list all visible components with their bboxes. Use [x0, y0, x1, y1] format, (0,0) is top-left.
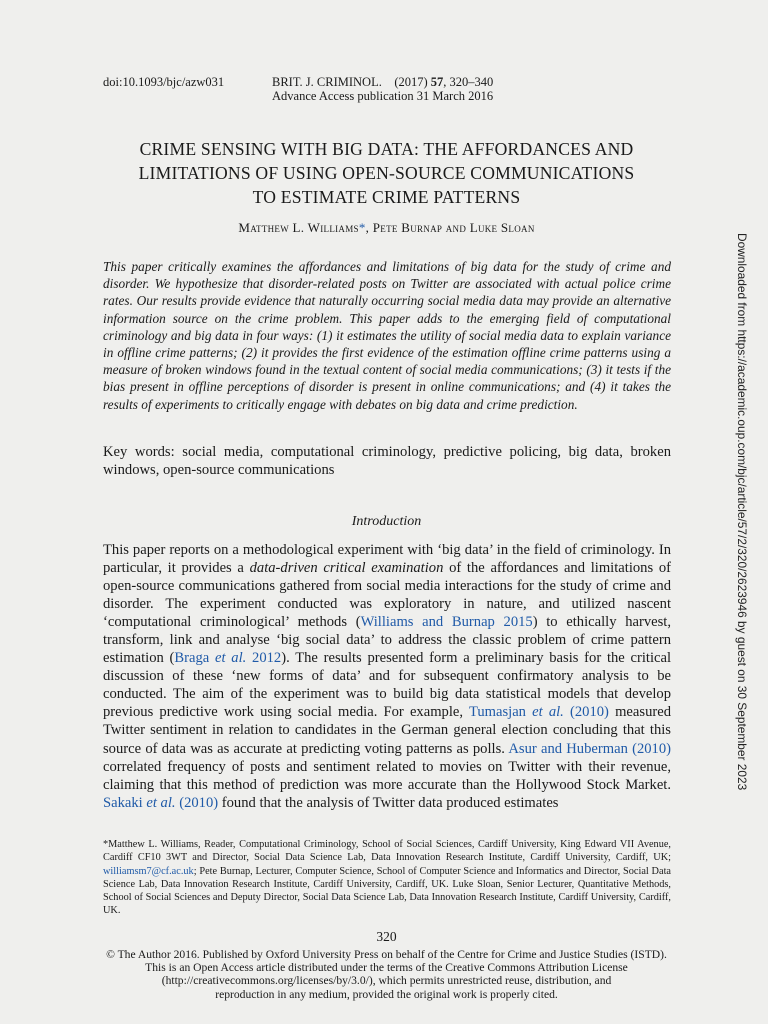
title-line: TO ESTIMATE CRIME PATTERNS: [252, 187, 521, 207]
citation-text: Braga: [174, 650, 215, 667]
citation-link[interactable]: [469, 704, 609, 720]
license-line: © The Author 2016. Published by Oxford University Press on behalf of the Centre for Crime and Justice Studies (ISTD).: [106, 948, 667, 961]
download-watermark-container: [733, 233, 751, 793]
license-notice: [100, 948, 673, 1001]
emphasis: data-driven critical examination: [249, 560, 444, 577]
journal-pages: , 320–340: [443, 75, 494, 89]
citation-link[interactable]: [103, 795, 218, 811]
citation-year: (2010): [563, 704, 609, 721]
text-run: measured Twitter sentiment in relation to candidates in the German general election concluding that this source of data was as accurate at predicting voting patterns as polls.: [103, 704, 671, 757]
text-run: This paper reports on a methodological experiment with ‘big data’ in the field of criminology. In particular, it provides a: [103, 542, 671, 577]
journal-citation: [272, 75, 493, 103]
abstract: This paper critically examines the affordances and limitations of big data for the study of crime and disorder. We hypothesize that disorder-related posts on Twitter are associated with actual police crime rates. Our results provide evidence that naturally occurring social media data may provide an alternative information source on the crime problem. This paper adds to the emerging field of computational criminology and big data in four ways: (1) it estimates the utility of social media data to explain variance in offline crime patterns; (2) it provides the first evidence of the estimation offline crime patterns using a measure of broken windows found in the textual content of social media communications; (3) it tests if the bias present in offline perceptions of disorder is present in online communications; and (4) it takes the results of experiments to critically engage with debates on big data and crime prediction.: [103, 259, 671, 412]
footnote-text: ; Pete Burnap, Lecturer, Computer Science, School of Computer Science and Informatics and Director, Social Data Science Lab, Data Innovation Research Institute, Cardiff University, Cardiff, UK. Luke Sloan, Senior Lecturer, Quantitative Methods, School of Social Sciences and Deputy Director, Social Data Science Lab, Data Innovation Research Institute, Cardiff University, Cardiff, UK.: [103, 865, 671, 917]
article-title: [100, 137, 673, 209]
journal-year: (2017): [394, 75, 428, 89]
author-footnote-link[interactable]: *: [358, 220, 366, 235]
body-paragraph: [103, 541, 671, 812]
page-number: 320: [376, 929, 397, 944]
author-name: Matthew L. Williams: [238, 220, 359, 235]
doi: doi:10.1093/bjc/azw031: [103, 75, 225, 89]
text-run: correlated frequency of posts and sentiment related to movies on Twitter with their revenue, claiming that this method of prediction was more accurate than the Hollywood Stock Market.: [103, 758, 671, 793]
license-line: (http://creativecommons.org/licenses/by/3.0/), which permits unrestricted reuse, distribution, and: [161, 974, 612, 988]
download-watermark: Downloaded from https://academic.oup.com/bjc/article/57/2/320/2623946 by guest on 30 September 2023: [735, 233, 749, 791]
title-line: CRIME SENSING WITH BIG DATA: THE AFFORDANCES AND: [139, 139, 634, 159]
author-footnote: [103, 838, 671, 918]
citation-etal: et al.: [146, 794, 176, 811]
keywords: Key words: social media, computational criminology, predictive policing, big data, broken windows, open-source communications: [103, 444, 671, 478]
email-link[interactable]: williamsm7@cf.ac.uk: [103, 865, 194, 877]
citation-link[interactable]: [174, 650, 281, 666]
journal-volume: 57: [430, 75, 444, 89]
citation-etal: et al.: [215, 650, 247, 667]
advance-access: Advance Access publication 31 March 2016: [272, 89, 494, 103]
citation-text: Sakaki: [103, 794, 147, 811]
text-run: of the affordances and limitations of open-source communications gathered from social media interactions for the study of crime and disorder. The experiment conducted was exploratory in nature, and utilized nascent ‘computational criminological’ methods (: [103, 560, 671, 631]
citation-text: Tumasjan: [468, 704, 533, 721]
title-line: LIMITATIONS OF USING OPEN-SOURCE COMMUNICATIONS: [138, 163, 635, 183]
citation-link[interactable]: Williams and Burnap 2015: [360, 614, 533, 631]
author-list: [100, 220, 673, 236]
section-heading: Introduction: [351, 514, 422, 529]
footnote-text: *Matthew L. Williams, Reader, Computational Criminology, School of Social Sciences, Cardiff University, King Edward VII Avenue, Cardiff CF10 3WT and Director, Social Data Science Lab, Data Innovation Research Institute, Cardiff University, Cardiff, UK;: [103, 839, 671, 864]
citation-etal: et al.: [532, 704, 564, 721]
citation-link[interactable]: Asur and Huberman (2010): [508, 740, 672, 757]
text-run: ). The results presented form a preliminary basis for the critical discussion of these ‘new forms of data’ and for subsequent confirmatory analysis to be conducted. The aim of the experiment was to build big data statistical models that develop previous predictive work using social media. For example,: [103, 650, 672, 721]
journal-name: BRIT. J. CRIMINOL.: [272, 75, 382, 89]
citation-year: 2012: [246, 650, 282, 667]
text-run: ) to ethically harvest, transform, link and analyse ‘big social data’ to address the classic problem of crime pattern estimation (: [103, 614, 671, 667]
author-names-rest: , Pete Burnap and Luke Sloan: [365, 220, 535, 235]
license-line: This is an Open Access article distributed under the terms of the Creative Commons Attribution License: [145, 961, 628, 975]
text-run: found that the analysis of Twitter data produced estimates: [218, 794, 559, 811]
citation-year: (2010): [175, 794, 219, 811]
license-line: reproduction in any medium, provided the original work is properly cited.: [215, 987, 558, 1001]
